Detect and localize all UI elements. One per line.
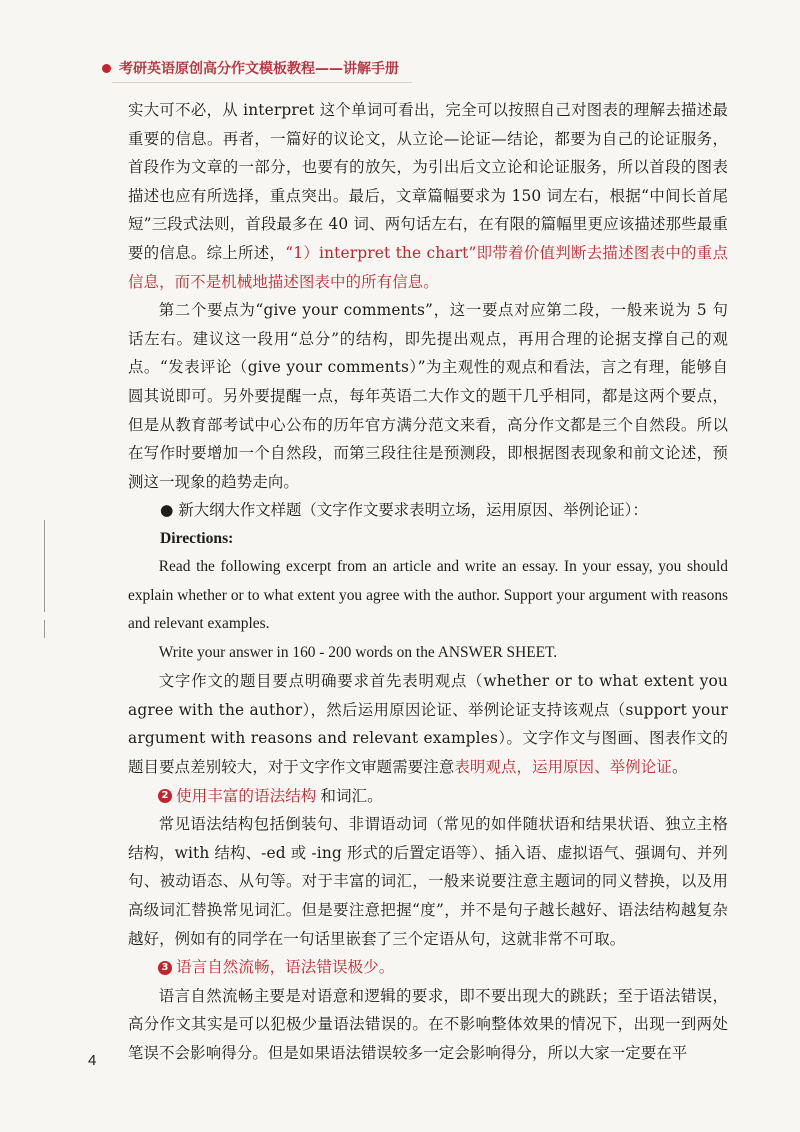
- bullet-sample-title: ● 新大纲大作文样题（文字作文要求表明立场，运用原因、举例论证）：: [160, 501, 648, 520]
- margin-mark: [44, 520, 45, 612]
- heading-2: [128, 782, 728, 811]
- english-prompt: Read the following excerpt from an article and write an essay. In your essay, you should explain whether or to what extent you agree with the author. Support your argument with reasons and relevant examples.: [128, 557, 728, 633]
- running-header: [102, 58, 399, 78]
- bullet-dot-icon: [102, 64, 111, 73]
- p3-end: 。: [671, 758, 688, 777]
- heading-3-red: 语言自然流畅，语法错误极少。: [176, 958, 395, 977]
- p1-text: 实大可不必，从 interpret 这个单词可看出，完全可以按照自己对图表的理解去描述最重要的信息。再者，一篇好的议论文，从立论—论证—结论，都要为自己的论证服务，首段作为文章的一部分，也要有的放矢，为引出后文立论和论证服务，所以首段的图表描述也应有所选择，重点突出。最后，文章篇幅要求为 150 词左右，根据“中间长首尾短”三段式法则，首段最多在 40 词、两句话左右，在有限的篇幅里更应该描述那些最重要的信息。综上所述，: [128, 101, 728, 262]
- p3-highlight: 表明观点，运用原因、举例论证: [454, 758, 672, 777]
- p3-text: 文字作文的题目要点明确要求首先表明观点（whether or to what extent you agree with the author），然后运用原因论证、举例论证支持该观点（support your argument with reasons and relevant examples）。文字作文与图画、图表作文的题目要点差别较大，对于文字作文审题需要注意: [128, 672, 728, 777]
- heading-3: [128, 953, 728, 982]
- directions-label: Directions:: [160, 529, 234, 547]
- paragraph-5: 语言自然流畅主要是对语意和逻辑的要求，即不要出现大的跳跃；至于语法错误，高分作文其实是可以犯极少量语法错误的。在不影响整体效果的情况下，出现一到两处笔误不会影响得分。但是如果语法错误较多一定会影响得分，所以大家一定要在平: [128, 986, 728, 1062]
- english-instruction: Write your answer in 160 - 200 words on the ANSWER SHEET.: [158, 643, 558, 661]
- header-title: 考研英语原创高分作文模板教程——讲解手册: [119, 61, 399, 77]
- number-2-icon: 2: [158, 789, 172, 803]
- page-number: 4: [88, 1052, 97, 1069]
- body-text: [128, 96, 728, 1068]
- p1-highlight-text: 即带着价值判断去描述图表中的重点信息，而不是机械地描述图表中的所有信息。: [128, 243, 728, 291]
- paragraph-4: 常见语法结构包括倒装句、非谓语动词（常见的如伴随状语和结果状语、独立主格结构，with 结构、-ed 或 -ing 形式的后置定语等）、插入语、虚拟语气、强调句、并列句、被动语态、从句等。对于丰富的词汇，一般来说要注意主题词的同义替换，以及用高级词汇替换常见词汇。但是要注意把握“度”，并不是句子越长越好、语法结构越复杂越好，例如有的同学在一句话里嵌套了三个定语从句，这就非常不可取。: [128, 815, 728, 948]
- paragraph-2: 第二个要点为“give your comments”，这一要点对应第二段，一般来说为 5 句话左右。建议这一段用“总分”的结构，即先提出观点，再用合理的论据支撑自己的观点。“发表评论（give your comments）”为主观性的观点和看法，言之有理，能够自圆其说即可。另外要提醒一点，每年英语二大作文的题干几乎相同，都是这两个要点，但是从教育部考试中心公布的历年官方满分范文来看，高分作文都是三个自然段。所以在写作时要增加一个自然段，而第三段往往是预测段，即根据图表现象和前文论述，预测这一现象的趋势走向。: [128, 301, 728, 491]
- heading-2-black: 和词汇。: [320, 786, 383, 805]
- paragraph-3: [128, 667, 728, 781]
- margin-mark: [44, 620, 45, 638]
- header-divider: [112, 82, 412, 83]
- heading-2-red: 使用丰富的语法结构: [176, 786, 317, 805]
- p1-highlight-quote: “1）interpret the chart”: [285, 243, 477, 262]
- paragraph-1: [128, 96, 728, 296]
- number-3-icon: 3: [158, 961, 172, 975]
